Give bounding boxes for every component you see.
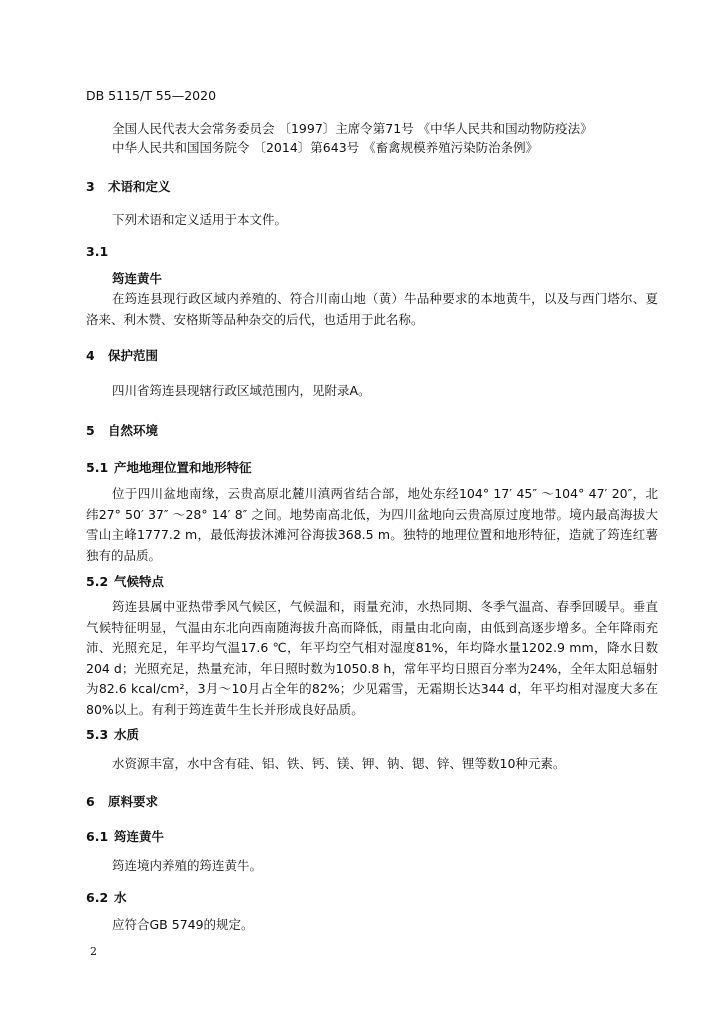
reference-line: 中华人民共和国国务院令 〔2014〕第643号 《畜禽规模养殖污染防治条例》 (112, 140, 539, 155)
subsection-title: 水质 (114, 727, 140, 742)
section-number: 4 (86, 348, 95, 363)
subsection-heading (86, 460, 252, 476)
section-title: 保护范围 (108, 348, 159, 363)
subsection-number: 6.2 (86, 890, 109, 905)
section-heading (86, 423, 158, 439)
page-number: 2 (90, 945, 97, 958)
paragraph: 位于四川盆地南缘，云贵高原北麓川滇两省结合部，地处东经104° 17′ 45″ ～104° 47′ 20″，北纬27° 50′ 37″ ～28° 14′ 8″ 之间。地势南高北低，为四川盆地向云贵高原过度地带。境内最高海拔大雪山主峰1777.2 m，最低海拔沐滩河谷海拔368.5 m。独特的地理位置和地形特征，造就了筠连红薯独有的品质。 (86, 486, 658, 563)
term-definition: 在筠连县现行政区域内养殖的、符合川南山地（黄）牛品种要求的本地黄牛，以及与西门塔尔、夏洛来、利木赞、安格斯等品种杂交的后代，也适用于此名称。 (86, 291, 658, 327)
subsection-heading (86, 727, 139, 743)
subsection-title: 气候特点 (114, 574, 165, 589)
reference-line: 全国人民代表大会常务委员会 〔1997〕主席令第71号 《中华人民共和国动物防疫法》 (112, 121, 593, 136)
paragraph: 筠连境内养殖的筠连黄牛。 (112, 858, 263, 873)
section-title: 术语和定义 (108, 179, 171, 194)
subsection-number: 5.2 (86, 574, 109, 589)
paragraph: 水资源丰富，水中含有硅、铝、铁、钙、镁、钾、钠、锶、锌、锂等数10种元素。 (112, 756, 566, 771)
subsection-heading (86, 829, 164, 845)
paragraph: 应符合GB 5749的规定。 (112, 917, 254, 932)
subsection-title: 水 (114, 890, 127, 905)
subsection-title: 产地地理位置和地形特征 (114, 460, 252, 475)
subsection-heading (86, 890, 127, 906)
section-number: 5 (86, 423, 95, 438)
subsection-number: 6.1 (86, 829, 109, 844)
subsection-number: 5.3 (86, 727, 109, 742)
section-heading (86, 348, 158, 364)
subsection-number: 3.1 (86, 244, 109, 259)
subsection-heading (86, 574, 164, 590)
section-heading (86, 179, 171, 195)
paragraph: 四川省筠连县现辖行政区域范围内，见附录A。 (112, 383, 371, 398)
section-heading (86, 794, 158, 810)
document-id-header: DB 5115/T 55—2020 (86, 88, 217, 103)
section-title: 自然环境 (108, 423, 159, 438)
subsection-number: 5.1 (86, 460, 109, 475)
section-number: 6 (86, 794, 95, 809)
paragraph: 筠连县属中亚热带季风气候区，气候温和，雨量充沛，水热同期、冬季气温高、春季回暖早。垂直气候特征明显，气温由东北向西南随海拔升高而降低，雨量由北向南，由低到高逐步增多。全年降雨充沛、光照充足，年平均气温17.6 ℃，年平均空气相对湿度81%，年均降水量1202.9 mm，降水日数204 d；光照充足，热量充沛，年日照时数为1050.8 h，常年平均日照百分率为24%，全年太阳总辐射为82.6 kcal/cm²，3月～10月占全年的82%；少见霜雪，无霜期长达344 d，年平均相对湿度大多在80%以上。有利于筠连黄牛生长并形成良好品质。 (86, 599, 658, 717)
paragraph: 下列术语和定义适用于本文件。 (112, 212, 288, 227)
subsection-title: 筠连黄牛 (114, 829, 165, 844)
term-title: 筠连黄牛 (112, 271, 163, 286)
section-number: 3 (86, 179, 95, 194)
section-title: 原料要求 (108, 794, 159, 809)
